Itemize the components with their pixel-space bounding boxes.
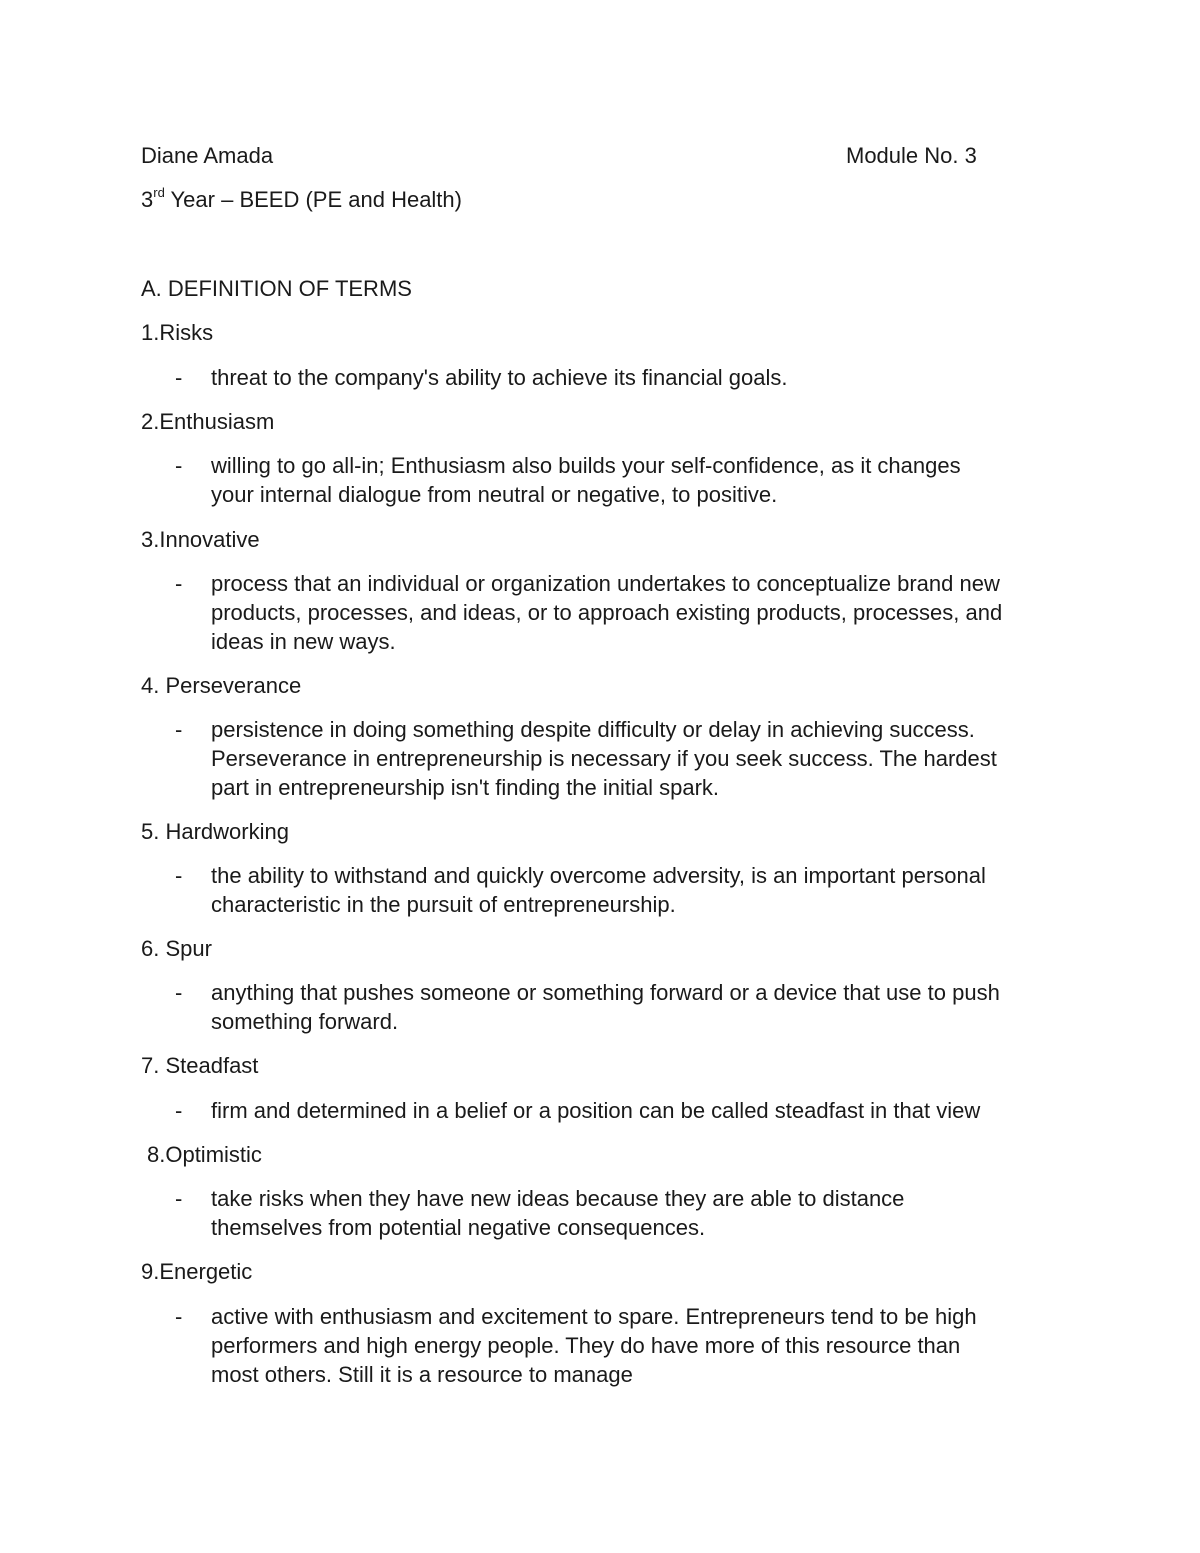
definition-line: themselves from potential negative consequences. [211,1215,706,1240]
bullet-dash: - [175,980,183,1005]
term-heading: 7. Steadfast [141,1053,259,1078]
definition-line: products, processes, and ideas, or to approach existing products, processes, and [211,600,1003,625]
student-name: Diane Amada [141,143,274,168]
definition-line: anything that pushes someone or something forward or a device that use to push [211,980,1000,1005]
bullet-dash: - [175,717,183,742]
definition-line: part in entrepreneurship isn't finding the initial spark. [211,775,720,800]
bullet-dash: - [175,863,183,888]
year-ordinal-suffix: rd [153,184,165,200]
bullet-dash: - [175,1098,183,1123]
term-heading: 5. Hardworking [141,819,289,844]
term-definition [175,861,1075,919]
bullet-dash: - [175,365,183,390]
definition-line: persistence in doing something despite difficulty or delay in achieving success. [211,717,975,742]
term-definition [175,363,1075,392]
term-definition [175,1184,1075,1242]
term-heading: 4. Perseverance [141,673,302,698]
term-heading: 1.Risks [141,320,214,345]
definition-line: the ability to withstand and quickly overcome adversity, is an important personal [211,863,986,888]
term-heading: 3.Innovative [141,527,260,552]
definition-line: characteristic in the pursuit of entrepreneurship. [211,892,676,917]
definition-line: threat to the company's ability to achieve its financial goals. [211,365,788,390]
definition-line: something forward. [211,1009,399,1034]
bullet-dash: - [175,1186,183,1211]
module-number: Module No. 3 [846,143,977,168]
term-heading: 6. Spur [141,936,212,961]
term-definition [175,1302,1075,1389]
bullet-dash: - [175,1304,183,1329]
section-title: A. DEFINITION OF TERMS [141,276,412,301]
term-heading: 9.Energetic [141,1259,253,1284]
term-definition [175,1096,1075,1125]
definition-line: ideas in new ways. [211,629,396,654]
definition-line: Perseverance in entrepreneurship is necessary if you seek success. The hardest [211,746,997,771]
term-definition [175,978,1075,1036]
definition-line: firm and determined in a belief or a position can be called steadfast in that view [211,1098,981,1123]
term-heading: 2.Enthusiasm [141,409,275,434]
bullet-dash: - [175,571,183,596]
definition-line: performers and high energy people. They do have more of this resource than [211,1333,961,1358]
definition-line: your internal dialogue from neutral or negative, to positive. [211,482,778,507]
definition-line: willing to go all-in; Enthusiasm also builds your self-confidence, as it changes [211,453,961,478]
term-definition [175,715,1075,802]
term-heading: 8.Optimistic [147,1142,262,1167]
term-definition [175,569,1075,656]
definition-line: process that an individual or organization undertakes to conceptualize brand new [211,571,1000,596]
definition-line: most others. Still it is a resource to manage [211,1362,633,1387]
term-definition [175,451,1075,509]
bullet-dash: - [175,453,183,478]
definition-line: active with enthusiasm and excitement to spare. Entrepreneurs tend to be high [211,1304,977,1329]
year-number: 3 [141,187,154,212]
definition-line: take risks when they have new ideas because they are able to distance [211,1186,905,1211]
course-year [141,185,462,214]
course-name: Year – BEED (PE and Health) [164,187,462,212]
